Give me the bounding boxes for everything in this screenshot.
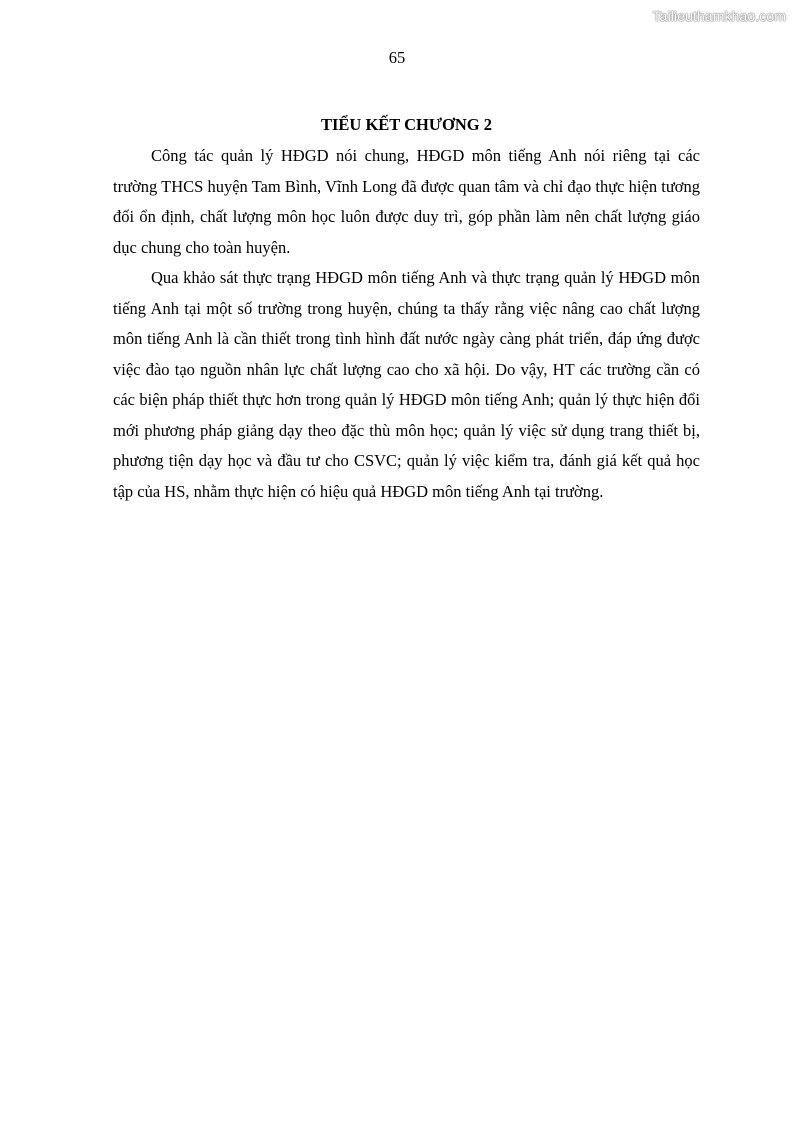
watermark: Tailieuthamkhao.com xyxy=(652,8,786,24)
page-number: 65 xyxy=(388,48,406,67)
document-body xyxy=(113,115,700,507)
chapter-summary-heading: TIỂU KẾT CHƯƠNG 2 xyxy=(321,115,492,134)
paragraph: Qua khảo sát thực trạng HĐGD môn tiếng Anh và thực trạng quản lý HĐGD môn tiếng Anh tại một số trường trong huyện, chúng ta thấy rằng việc nâng cao chất lượng môn tiếng Anh là cần thiết trong tình hình đất nước ngày càng phát triển, đáp ứng được việc đào tạo nguồn nhân lực chất lượng cao cho xã hội. Do vậy, HT các trường cần có các biện pháp thiết thực hơn trong quản lý HĐGD môn tiếng Anh; quản lý thực hiện đổi mới phương pháp giảng dạy theo đặc thù môn học; quản lý việc sử dụng trang thiết bị, phương tiện dạy học và đầu tư cho CSVC; quản lý việc kiểm tra, đánh giá kết quả học tập của HS, nhằm thực hiện có hiệu quả HĐGD môn tiếng Anh tại trường. xyxy=(113,268,700,501)
paragraph: Công tác quản lý HĐGD nói chung, HĐGD môn tiếng Anh nói riêng tại các trường THCS huyện Tam Bình, Vĩnh Long đã được quan tâm và chỉ đạo thực hiện tương đối ổn định, chất lượng môn học luôn được duy trì, góp phần làm nên chất lượng giáo dục chung cho toàn huyện. xyxy=(113,146,700,257)
